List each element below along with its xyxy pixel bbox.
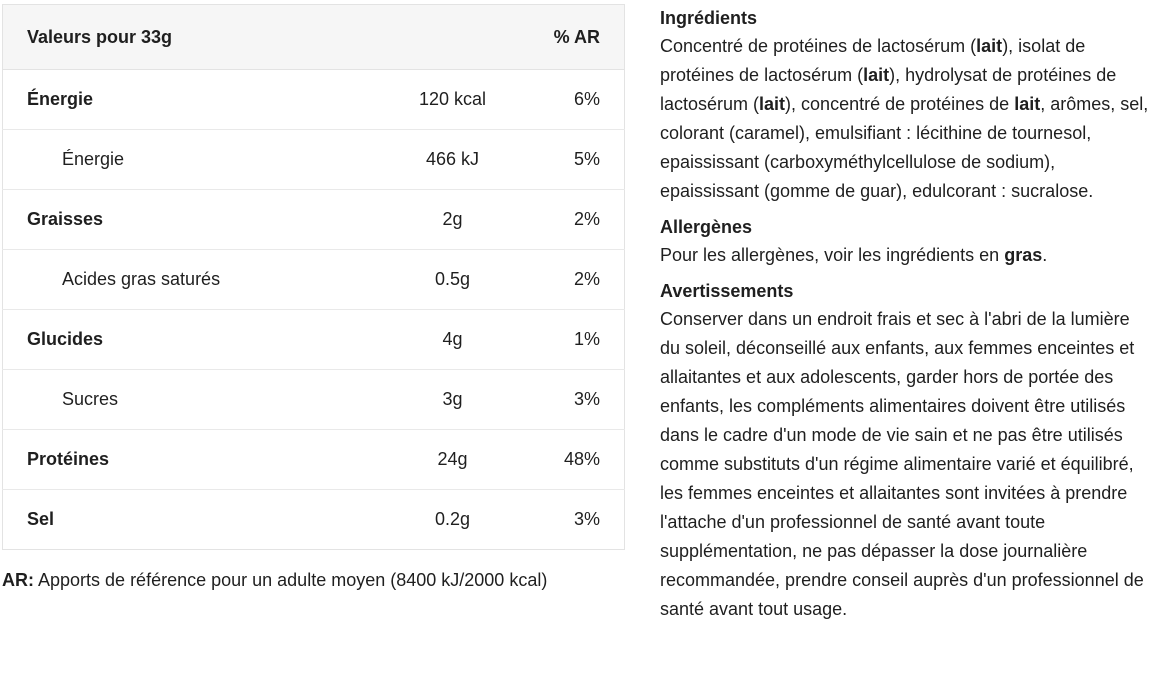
table-row	[3, 190, 625, 250]
allergens-bold-word: gras	[1004, 245, 1043, 265]
nutrient-quantity: 2g	[303, 190, 523, 250]
ingredients-section	[660, 6, 1152, 206]
table-row	[3, 130, 625, 190]
nutrient-quantity: 466 kJ	[303, 130, 523, 190]
product-info-panel	[660, 6, 1152, 633]
ingredients-text	[660, 32, 1152, 206]
allergens-text-part: Pour les allergènes, voir les ingrédients en	[660, 245, 1005, 265]
warnings-section	[660, 279, 1152, 624]
nutrient-percent: 3%	[573, 509, 600, 529]
warnings-title: Avertissements	[660, 281, 794, 301]
nutrient-name: Glucides	[3, 310, 303, 370]
allergen-highlight: lait	[1014, 94, 1041, 114]
nutrient-name: Protéines	[3, 430, 303, 490]
allergen-highlight: lait	[863, 65, 890, 85]
footnote-text: Apports de référence pour un adulte moyen (8400 kJ/2000 kcal)	[34, 570, 548, 590]
ingredients-text-part: ), concentré de protéines de	[785, 94, 1015, 114]
nutrient-name: Graisses	[3, 190, 303, 250]
ingredients-text-part: ), isolat de protéines de lactosérum (	[660, 36, 1086, 85]
allergen-highlight: lait	[976, 36, 1003, 56]
nutrient-name: Sucres	[3, 370, 303, 430]
nutrition-panel	[2, 4, 624, 591]
nutrient-quantity: 4g	[303, 310, 523, 370]
table-header-row	[3, 5, 625, 70]
nutrition-table	[2, 4, 625, 550]
ingredients-text-part: , arômes, sel, colorant (caramel), emulsifiant : lécithine de tournesol, epaississant (carboxyméthylcellulose de sodium), epaississant (gomme de guar), edulcorant : sucralose.	[660, 94, 1149, 201]
nutrient-name: Sel	[27, 509, 55, 529]
nutrient-percent: 2%	[523, 190, 625, 250]
nutrient-percent: 48%	[523, 430, 625, 490]
allergens-text	[660, 241, 1152, 270]
warnings-text: Conserver dans un endroit frais et sec à l'abri de la lumière du soleil, déconseillé aux enfants, aux femmes enceintes et allaitantes et aux adolescents, garder hors de portée des enfants, les compléments alimentaires doivent être utilisés dans le cadre d'un mode de vie sain et ne pas être utilisés comme substituts d'un régime alimentaire varié et équilibré, les femmes enceintes et allaitantes sont invitées à prendre l'attache d'un professionnel de santé avant toute supplémentation, ne pas dépasser la dose journalière recommandée, prendre conseil auprès d'un professionnel de santé avant tout usage.	[660, 309, 1144, 619]
nutrient-percent: 1%	[523, 310, 625, 370]
table-row	[3, 490, 625, 550]
nutrient-quantity: 0.2g	[434, 509, 471, 529]
nutrient-name: Acides gras saturés	[3, 250, 303, 310]
nutrient-quantity: 24g	[303, 430, 523, 490]
table-row	[3, 310, 625, 370]
header-ar-label: % AR	[523, 5, 625, 70]
ingredients-title: Ingrédients	[660, 8, 758, 28]
nutrient-name: Énergie	[3, 130, 303, 190]
nutrient-quantity: 120 kcal	[303, 70, 523, 130]
nutrient-percent: 6%	[523, 70, 625, 130]
allergens-text-end: .	[1042, 245, 1048, 265]
nutrient-percent: 2%	[523, 250, 625, 310]
nutrient-name: Énergie	[3, 70, 303, 130]
table-row	[3, 370, 625, 430]
ar-footnote	[2, 570, 624, 591]
table-row	[3, 70, 625, 130]
allergens-title: Allergènes	[660, 217, 753, 237]
table-row	[3, 250, 625, 310]
nutrient-percent: 3%	[523, 370, 625, 430]
nutrient-quantity: 0.5g	[303, 250, 523, 310]
table-row	[3, 430, 625, 490]
ingredients-text-part: Concentré de protéines de lactosérum (	[660, 36, 977, 56]
nutrient-percent: 5%	[523, 130, 625, 190]
allergens-section	[660, 215, 1152, 270]
nutrient-quantity: 3g	[303, 370, 523, 430]
ingredients-text-part: ), hydrolysat de protéines de lactosérum (	[660, 65, 1117, 114]
footnote-label: AR:	[2, 570, 34, 590]
header-serving-label: Valeurs pour 33g	[3, 5, 523, 70]
allergen-highlight: lait	[759, 94, 786, 114]
